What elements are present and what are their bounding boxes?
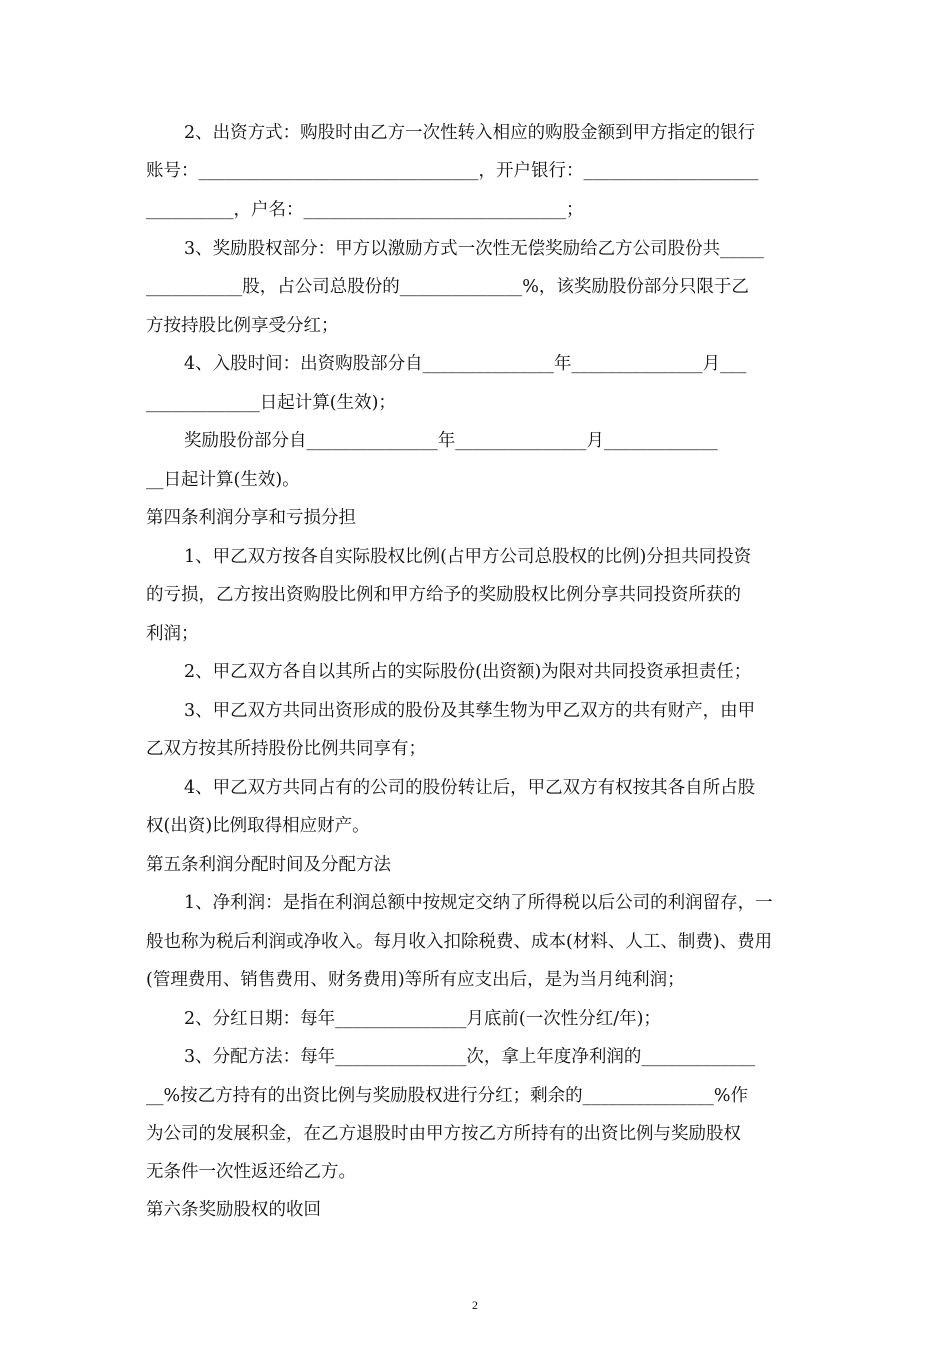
paragraph-line: 权(出资)比例取得相应财产。: [146, 816, 370, 836]
paragraph-line: 3、甲乙双方共同出资形成的股份及其孳生物为甲乙双方的共有财产，由甲: [184, 701, 756, 721]
paragraph-line: (管理费用、销售费用、财务费用)等所有应支出后，是为当月纯利润；: [146, 970, 685, 990]
paragraph-line: 3、奖励股权部分：甲方以激励方式一次性无偿奖励给乙方公司股份共_____: [184, 239, 764, 259]
paragraph-line: 无条件一次性返还给乙方。: [146, 1162, 356, 1182]
paragraph-line: 般也称为税后利润或净收入。每月收入扣除税费、成本(材料、人工、制费)、费用: [146, 932, 773, 952]
paragraph-line: 3、分配方法：每年_______________次，拿上年度净利润的_____________: [184, 1047, 756, 1067]
paragraph-line: 方按持股比例享受分红；: [146, 316, 339, 336]
section-heading: 第四条利润分享和亏损分担: [146, 508, 356, 528]
paragraph-line: 1、净利润：是指在利润总额中按规定交纳了所得税以后公司的利润留存，一: [184, 893, 773, 913]
paragraph-line: __日起计算(生效)。: [146, 470, 300, 490]
paragraph-line: _____________日起计算(生效)；: [146, 393, 396, 413]
paragraph-line: ___________股，占公司总股份的______________%，该奖励股份部分只限于乙: [146, 277, 749, 297]
paragraph-line: __%按乙方持有的出资比例与奖励股权进行分红；剩余的_______________%作: [146, 1086, 749, 1106]
paragraph-line: 2、出资方式：购股时由乙方一次性转入相应的购股金额到甲方指定的银行: [184, 123, 756, 143]
section-heading: 第六条奖励股权的收回: [146, 1200, 321, 1220]
paragraph-line: 2、甲乙双方各自以其所占的实际股份(出资额)为限对共同投资承担责任；: [184, 662, 752, 682]
paragraph-line: 利润；: [146, 624, 199, 644]
paragraph-line: 为公司的发展积金，在乙方退股时由甲方按乙方所持有的出资比例与奖励股权: [146, 1124, 741, 1144]
paragraph-line: 的亏损，乙方按出资购股比例和甲方给予的奖励股权比例分享共同投资所获的: [146, 585, 741, 605]
paragraph-line: 4、入股时间：出资购股部分自_______________年_______________月___: [184, 354, 747, 374]
paragraph-line: 4、甲乙双方共同占有的公司的股份转让后，甲乙双方有权按其各自所占股: [184, 778, 756, 798]
paragraph-line: __________，户名：______________________________；: [146, 200, 584, 220]
paragraph-line: 账号：________________________________，开户银行：____________________: [146, 161, 759, 181]
paragraph-line: 1、甲乙双方按各自实际股权比例(占甲方公司总股权的比例)分担共同投资: [184, 547, 752, 567]
page-number: 2: [472, 1298, 478, 1312]
paragraph-line: 奖励股份部分自_______________年_______________月_____________: [184, 431, 718, 451]
section-heading: 第五条利润分配时间及分配方法: [146, 855, 391, 875]
paragraph-line: 2、分红日期：每年_______________月底前(一次性分红/年)；: [184, 1009, 661, 1029]
paragraph-line: 乙双方按其所持股份比例共同享有；: [146, 739, 426, 759]
